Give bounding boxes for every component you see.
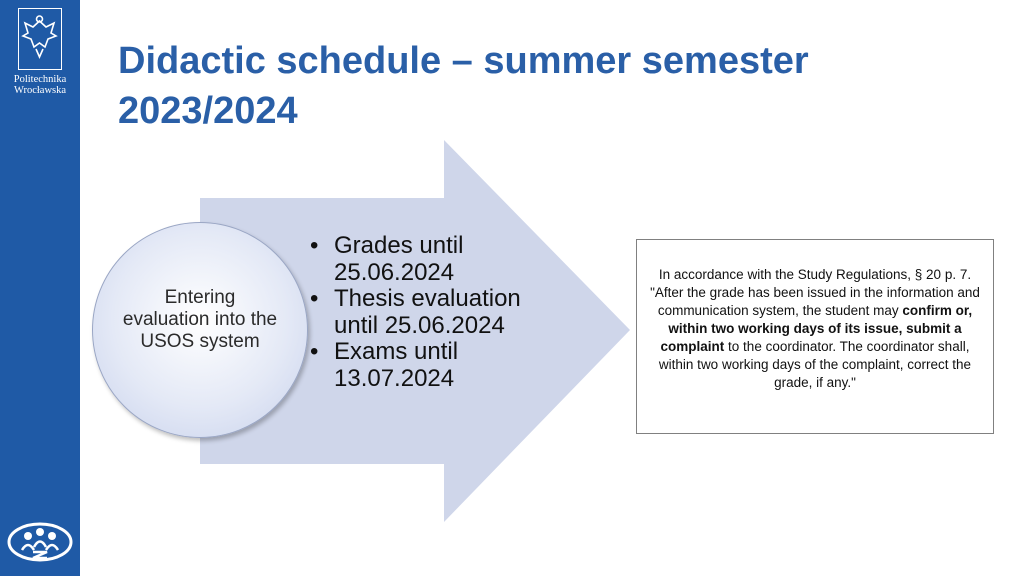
deadline-text: Grades until 25.06.2024	[334, 232, 464, 286]
bullet-icon: •	[310, 285, 319, 312]
quote-text-part1: "After the grade has been issued in the information and communication system, the student may	[650, 285, 980, 318]
deadline-item-exams	[308, 339, 538, 392]
regulation-quote	[643, 284, 987, 392]
page-title	[118, 36, 978, 136]
bullet-icon: •	[310, 232, 319, 259]
deadline-item-grades	[308, 233, 538, 286]
quote-text-part2: to the coordinator. The coordinator shall, within two working days of the complaint, correct the grade, if any."	[658, 339, 972, 390]
quote-emphasis: confirm or, within two working days of its issue, submit a complaint	[660, 303, 973, 354]
institution-name	[8, 74, 72, 96]
deadline-item-thesis	[308, 286, 538, 339]
institution-name-line1: Politechnika	[13, 74, 67, 85]
sidebar-band	[0, 0, 80, 576]
eagle-shield-icon	[18, 8, 62, 70]
page-title-line1: Didactic schedule – summer semester	[118, 40, 809, 82]
deadline-text: Exams until 13.07.2024	[334, 338, 459, 392]
regulation-reference: In accordance with the Study Regulations, § 20 p. 7.	[658, 267, 972, 282]
university-logo	[8, 6, 72, 102]
regulation-note-box	[636, 239, 994, 434]
page-title-line2: 2023/2024	[118, 90, 298, 132]
institution-name-line2: Wrocławska	[13, 85, 67, 96]
deadline-text: Thesis evaluation until 25.06.2024	[334, 285, 521, 339]
bullet-icon: •	[310, 338, 319, 365]
student-union-icon	[6, 520, 74, 564]
deadline-list	[308, 233, 538, 392]
regulation-note-text	[643, 266, 987, 392]
process-circle-label: Entering evaluation into the USOS system	[122, 287, 278, 352]
